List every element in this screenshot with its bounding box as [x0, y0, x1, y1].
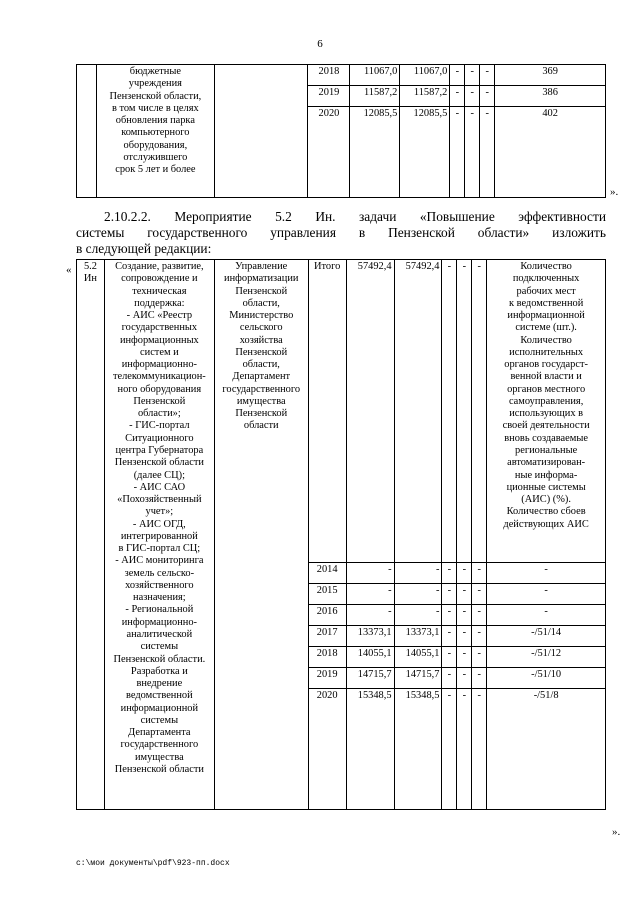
executor-cell: Управление информатизации Пензенской области, Министерство сельского хозяйства Пензенской области, Департамент государственного имущества Пензенской области: [214, 260, 308, 810]
opening-quote: «: [66, 264, 72, 276]
regional-budget-cell: 13373,1: [394, 626, 442, 647]
funding-cell: -: [457, 626, 472, 647]
indicator-cell: -: [487, 584, 606, 605]
indicator-description-cell: Количество подключенных рабочих мест к ведомственной информационной системе (шт.). Количество исполнительных органов государст- венной власти и органов местного самоуправления, использующих в своей деятельности вновь создаваемые региональные автоматизирован- ные информа- ционные системы (АИС) (%). Количество сбоев действующих АИС: [487, 260, 606, 563]
regional-budget-cell: 12085,5: [400, 107, 450, 198]
measure-description-cell: бюджетные учреждения Пензенской области, в том числе в целях обновления парка компьютерного оборудования, отслужившего срок 5 лет и более: [96, 65, 214, 198]
total-cell: 57492,4: [346, 260, 394, 563]
regional-budget-cell: 15348,5: [394, 689, 442, 810]
measure-description-cell: Создание, развитие, сопровождение и техническая поддержка: - АИС «Реестр государственных информационных систем и информационно- телекоммуникацион- ного оборудования Пензенской области»; - ГИС-портал Ситуационного центра Губернатора Пензенской области (далее СЦ); - АИС САО «Похозяйственный учет»; - АИС ОГД, интегрированной в ГИС-портал СЦ; - АИС мониторинга земель сельско- хозяйственного назначения; - Региональной информационно- аналитической системы Пензенской области. Разработка и внедрение ведомственной информационной системы Департамента государственного имущества Пензенской области: [104, 260, 214, 810]
table-row: [77, 65, 606, 86]
regional-budget-cell: 11587,2: [400, 86, 450, 107]
total-cell: -: [346, 605, 394, 626]
total-cell: 14715,7: [346, 668, 394, 689]
paragraph-line-2: системы государственного управления в Пензенской области» изложить: [76, 225, 606, 240]
regional-budget-cell: 14715,7: [394, 668, 442, 689]
year-cell: Итого: [308, 260, 346, 563]
paragraph-line-3: в следующей редакции:: [76, 241, 212, 256]
funding-cell: -: [457, 605, 472, 626]
indicator-cell: -: [487, 563, 606, 584]
year-cell: 2020: [308, 689, 346, 810]
paragraph-line-1: 2.10.2.2. Мероприятие 5.2 Ин. задачи «Повышение эффективности: [104, 209, 606, 224]
funding-cell: -: [450, 86, 465, 107]
year-cell: 2015: [308, 584, 346, 605]
funding-cell: -: [457, 689, 472, 810]
indicator-cell: 386: [495, 86, 606, 107]
regional-budget-cell: -: [394, 584, 442, 605]
funding-cell: -: [465, 86, 480, 107]
closing-quote-1: ».: [610, 186, 619, 198]
amendment-paragraph: [76, 209, 606, 257]
year-cell: 2014: [308, 563, 346, 584]
funding-cell: -: [465, 107, 480, 198]
funding-cell: -: [472, 260, 487, 563]
funding-cell: -: [480, 86, 495, 107]
funding-cell: -: [457, 260, 472, 563]
funding-cell: -: [472, 647, 487, 668]
funding-cell: -: [472, 584, 487, 605]
year-cell: 2016: [308, 605, 346, 626]
year-cell: 2019: [308, 668, 346, 689]
indicator-cell: -/51/12: [487, 647, 606, 668]
indicator-cell: -/51/10: [487, 668, 606, 689]
year-cell: 2018: [308, 647, 346, 668]
funding-cell: -: [442, 584, 457, 605]
file-path-footer: c:\мои документы\pdf\923-пп.docx: [76, 859, 230, 868]
funding-cell: -: [442, 647, 457, 668]
measure-number-cell: 5.2 Ин: [77, 260, 105, 810]
funding-cell: -: [457, 647, 472, 668]
indicator-cell: -/51/14: [487, 626, 606, 647]
funding-cell: -: [442, 260, 457, 563]
closing-quote-2: ».: [612, 826, 621, 838]
total-cell: 12085,5: [350, 107, 400, 198]
funding-cell: -: [442, 689, 457, 810]
funding-cell: -: [480, 65, 495, 86]
table-continuation: [76, 64, 606, 198]
funding-cell: -: [450, 107, 465, 198]
executor-cell: [214, 65, 308, 198]
total-cell: 15348,5: [346, 689, 394, 810]
funding-cell: -: [442, 668, 457, 689]
funding-cell: -: [465, 65, 480, 86]
total-cell: 11587,2: [350, 86, 400, 107]
regional-budget-cell: 14055,1: [394, 647, 442, 668]
funding-cell: -: [457, 563, 472, 584]
funding-cell: -: [472, 563, 487, 584]
total-cell: 11067,0: [350, 65, 400, 86]
funding-cell: -: [442, 626, 457, 647]
year-cell: 2017: [308, 626, 346, 647]
funding-cell: -: [442, 563, 457, 584]
indicator-cell: 369: [495, 65, 606, 86]
measure-number-cell: [77, 65, 97, 198]
indicator-cell: -/51/8: [487, 689, 606, 810]
funding-cell: -: [472, 668, 487, 689]
funding-cell: -: [472, 605, 487, 626]
table-measure-5-2: [76, 259, 606, 810]
total-cell: 14055,1: [346, 647, 394, 668]
funding-cell: -: [472, 626, 487, 647]
total-cell: -: [346, 563, 394, 584]
funding-cell: -: [472, 689, 487, 810]
funding-cell: -: [457, 668, 472, 689]
total-cell: 13373,1: [346, 626, 394, 647]
indicator-cell: 402: [495, 107, 606, 198]
regional-budget-cell: 57492,4: [394, 260, 442, 563]
funding-cell: -: [450, 65, 465, 86]
regional-budget-cell: 11067,0: [400, 65, 450, 86]
year-cell: 2020: [308, 107, 350, 198]
regional-budget-cell: -: [394, 605, 442, 626]
page-number: 6: [317, 38, 323, 50]
table-row: [77, 260, 606, 563]
regional-budget-cell: -: [394, 563, 442, 584]
total-cell: -: [346, 584, 394, 605]
year-cell: 2019: [308, 86, 350, 107]
funding-cell: -: [480, 107, 495, 198]
year-cell: 2018: [308, 65, 350, 86]
funding-cell: -: [442, 605, 457, 626]
indicator-cell: -: [487, 605, 606, 626]
funding-cell: -: [457, 584, 472, 605]
